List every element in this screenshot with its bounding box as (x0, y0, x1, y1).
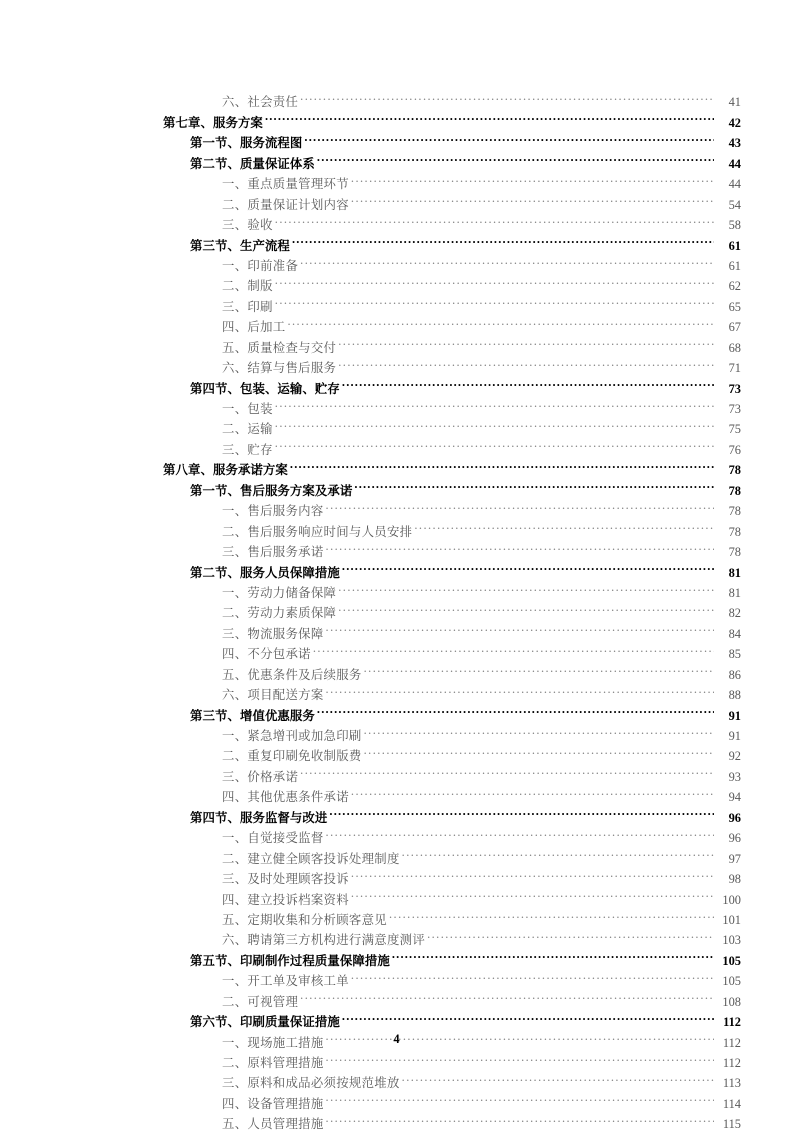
toc-entry-label: 一、包装 (222, 402, 273, 416)
toc-leader-dots (338, 597, 714, 617)
toc-entry-label: 二、原料管理措施 (222, 1056, 324, 1070)
toc-entry-label: 二、劳动力素质保障 (222, 606, 337, 621)
toc-entry-label: 第二节、质量保证体系 (190, 156, 315, 171)
toc-entry-label: 一、劳动力储备保障 (222, 585, 337, 600)
toc-leader-dots (275, 393, 714, 413)
toc-leader-dots (389, 904, 714, 924)
toc-entry-page-number: 62 (728, 279, 741, 294)
toc-entry-item[interactable] (222, 781, 741, 805)
toc-leader-dots (317, 147, 714, 167)
toc-entry-label: 第三节、增值优惠服务 (190, 708, 315, 723)
toc-leader-dots (351, 863, 714, 883)
toc-entry-label: 六、项目配送方案 (222, 688, 324, 703)
page-number-footer: 4 (393, 1032, 400, 1046)
toc-entry-page-number: 43 (728, 136, 741, 151)
toc-entry-page-number: 44 (728, 177, 741, 192)
toc-entry-page-number: 58 (728, 218, 741, 233)
toc-leader-dots (326, 1087, 714, 1107)
toc-entry-label: 一、重点质量管理环节 (222, 177, 349, 192)
toc-entry-page-number: 78 (728, 463, 741, 478)
toc-entry-label: 二、制版 (222, 279, 273, 294)
toc-leader-dots (338, 352, 714, 372)
toc-entry-label: 三、贮存 (222, 442, 273, 457)
toc-entry-page-number: 101 (722, 912, 741, 927)
toc-entry-item[interactable] (222, 209, 741, 233)
toc-leader-dots (300, 985, 714, 1005)
toc-leader-dots (326, 1047, 714, 1067)
toc-leader-dots (351, 781, 714, 801)
toc-leader-dots (326, 1108, 714, 1128)
toc-entry-label: 一、现场施工措施 (222, 1035, 324, 1050)
toc-leader-dots (351, 965, 714, 985)
toc-entry-item[interactable] (222, 760, 741, 784)
toc-entry-label: 第四节、服务监督与改进 (190, 810, 328, 825)
toc-entry-page-number: 71 (728, 361, 741, 376)
toc-entry-page-number: 42 (728, 115, 741, 130)
toc-entry-label: 三、价格承诺 (222, 769, 299, 784)
toc-entry-page-number: 103 (722, 933, 741, 948)
table-of-contents (163, 86, 741, 1132)
toc-entry-item[interactable] (222, 270, 741, 294)
toc-entry-label: 第五节、印刷制作过程质量保障措施 (190, 953, 390, 968)
toc-entry-page-number: 94 (728, 790, 741, 805)
toc-leader-dots (275, 270, 714, 290)
toc-entry-label: 四、建立投诉档案资料 (222, 892, 349, 907)
toc-entry-page-number: 105 (722, 974, 741, 989)
toc-entry-page-number: 67 (728, 320, 741, 335)
toc-entry-page-number: 61 (728, 258, 741, 273)
toc-entry-label: 四、设备管理措施 (222, 1096, 324, 1111)
toc-leader-dots (351, 883, 714, 903)
toc-entry-page-number: 41 (728, 95, 741, 110)
toc-entry-label: 四、不分包承诺 (222, 647, 311, 662)
toc-entry-label: 二、质量保证计划内容 (222, 197, 349, 212)
toc-entry-item[interactable] (222, 290, 741, 314)
toc-entry-page-number: 73 (728, 381, 741, 396)
toc-entry-page-number: 96 (728, 810, 741, 825)
toc-entry-label: 三、售后服务承诺 (222, 545, 324, 560)
toc-entry-page-number: 84 (728, 626, 741, 641)
toc-entry-label: 第四节、包装、运输、贮存 (190, 381, 340, 396)
toc-entry-page-number: 78 (728, 504, 741, 519)
toc-entry-label: 第三节、生产流程 (190, 238, 290, 253)
toc-leader-dots (338, 331, 714, 351)
toc-entry-label: 三、物流服务保障 (222, 626, 324, 641)
toc-leader-dots (364, 658, 714, 678)
toc-entry-label: 三、验收 (222, 218, 273, 233)
toc-entry-page-number: 113 (722, 1076, 741, 1091)
toc-leader-dots (402, 1067, 714, 1087)
toc-leader-dots (351, 188, 714, 208)
toc-leader-dots (326, 536, 714, 556)
toc-entry-page-number: 86 (728, 667, 741, 682)
toc-leader-dots (364, 720, 714, 740)
toc-entry-page-number: 78 (728, 524, 741, 539)
toc-entry-label: 二、建立健全顾客投诉处理制度 (222, 851, 400, 866)
toc-entry-label: 二、可视管理 (222, 994, 299, 1009)
toc-entry-page-number: 76 (728, 442, 741, 457)
toc-entry-item[interactable] (222, 985, 741, 1009)
toc-entry-label: 六、社会责任 (222, 95, 299, 110)
toc-entry-item[interactable] (222, 250, 741, 273)
toc-leader-dots (342, 556, 714, 576)
toc-entry-page-number: 115 (722, 1117, 741, 1132)
toc-entry-label: 四、后加工 (222, 320, 286, 335)
toc-entry-page-number: 112 (723, 1015, 741, 1030)
toc-entry-label: 三、印刷 (222, 299, 273, 314)
toc-leader-dots (326, 822, 714, 842)
toc-entry-item[interactable] (222, 311, 741, 335)
toc-leader-dots (329, 801, 714, 821)
toc-leader-dots (402, 842, 714, 862)
toc-leader-dots (338, 577, 714, 597)
toc-entry-page-number: 61 (728, 238, 741, 253)
toc-entry-label: 六、结算与售后服务 (222, 361, 337, 376)
toc-entry-page-number: 114 (722, 1096, 741, 1111)
toc-leader-dots (290, 454, 714, 474)
toc-entry-section[interactable] (190, 127, 741, 151)
toc-leader-dots (275, 413, 714, 433)
toc-entry-page-number: 97 (728, 851, 741, 866)
toc-leader-dots (326, 617, 714, 637)
toc-entry-page-number: 82 (728, 606, 741, 621)
toc-entry-label: 第八章、服务承诺方案 (163, 463, 288, 478)
toc-leader-dots (300, 760, 714, 780)
toc-entry-item[interactable] (222, 413, 741, 437)
toc-leader-dots (300, 250, 714, 270)
toc-leader-dots (300, 86, 714, 106)
toc-entry-label: 一、开工单及审核工单 (222, 974, 349, 989)
toc-entry-page-number: 91 (728, 729, 741, 743)
toc-entry-item[interactable] (222, 331, 741, 355)
toc-leader-dots (392, 944, 714, 964)
toc-leader-dots (414, 515, 714, 535)
toc-leader-dots (326, 679, 714, 699)
toc-entry-page-number: 98 (728, 872, 741, 887)
toc-entry-label: 一、紧急增刊或加急印刷 (222, 729, 362, 743)
toc-entry-page-number: 78 (728, 483, 741, 498)
toc-leader-dots (275, 433, 714, 453)
toc-leader-dots (427, 924, 714, 944)
toc-entry-page-number: 93 (728, 769, 741, 784)
toc-entry-label: 第一节、售后服务方案及承诺 (190, 483, 353, 498)
toc-entry-label: 一、自觉接受监督 (222, 831, 324, 846)
toc-entry-label: 五、优惠条件及后续服务 (222, 667, 362, 682)
toc-entry-label: 第二节、服务人员保障措施 (190, 565, 340, 580)
toc-leader-dots (313, 638, 714, 658)
toc-leader-dots (304, 127, 714, 147)
toc-leader-dots (364, 740, 714, 760)
toc-entry-item[interactable] (222, 393, 741, 416)
toc-entry-page-number: 54 (728, 197, 741, 212)
toc-entry-page-number: 85 (728, 647, 741, 662)
toc-entry-item[interactable] (222, 86, 741, 110)
toc-leader-dots (342, 372, 714, 392)
toc-entry-label: 五、质量检查与交付 (222, 340, 337, 355)
toc-entry-page-number: 68 (728, 340, 741, 355)
toc-entry-label: 第一节、服务流程图 (190, 136, 303, 151)
toc-entry-page-number: 44 (728, 156, 741, 171)
toc-entry-page-number: 108 (722, 994, 741, 1009)
toc-entry-page-number: 73 (728, 402, 741, 416)
toc-leader-dots (275, 290, 714, 310)
toc-entry-page-number: 92 (728, 749, 741, 764)
toc-leader-dots (317, 699, 714, 719)
toc-entry-label: 二、重复印刷免收制版费 (222, 749, 362, 764)
toc-entry-label: 五、定期收集和分析顾客意见 (222, 912, 387, 927)
toc-entry-page-number: 100 (722, 892, 741, 907)
toc-leader-dots (326, 495, 714, 515)
toc-entry-page-number: 112 (722, 1056, 741, 1070)
toc-entry-label: 二、运输 (222, 422, 273, 437)
toc-entry-page-number: 75 (728, 422, 741, 437)
toc-entry-page-number: 65 (728, 299, 741, 314)
toc-entry-label: 二、售后服务响应时间与人员安排 (222, 524, 413, 539)
toc-entry-label: 第七章、服务方案 (163, 115, 263, 130)
toc-leader-dots (342, 1006, 714, 1026)
toc-leader-dots (351, 168, 714, 188)
toc-entry-label: 六、聘请第三方机构进行满意度测评 (222, 933, 426, 948)
toc-entry-page-number: 112 (722, 1035, 741, 1050)
toc-leader-dots (275, 209, 714, 229)
toc-entry-label: 五、人员管理措施 (222, 1117, 324, 1132)
toc-entry-page-number: 78 (728, 545, 741, 560)
toc-leader-dots (354, 474, 714, 494)
toc-entry-item[interactable] (222, 433, 741, 457)
toc-entry-page-number: 81 (728, 585, 741, 600)
toc-entry-label: 四、其他优惠条件承诺 (222, 790, 349, 805)
toc-entry-page-number: 105 (722, 953, 741, 968)
toc-entry-label: 一、印前准备 (222, 258, 299, 273)
toc-entry-page-number: 91 (728, 708, 741, 723)
toc-leader-dots (265, 106, 714, 126)
toc-entry-label: 一、售后服务内容 (222, 504, 324, 519)
toc-entry-page-number: 88 (728, 688, 741, 703)
toc-entry-label: 三、原料和成品必须按规范堆放 (222, 1076, 400, 1091)
toc-entry-page-number: 96 (728, 831, 741, 846)
toc-leader-dots (292, 229, 714, 249)
toc-leader-dots (287, 311, 714, 331)
toc-entry-label: 第六节、印刷质量保证措施 (190, 1015, 340, 1030)
toc-entry-label: 三、及时处理顾客投诉 (222, 872, 349, 887)
toc-entry-page-number: 81 (728, 565, 741, 580)
